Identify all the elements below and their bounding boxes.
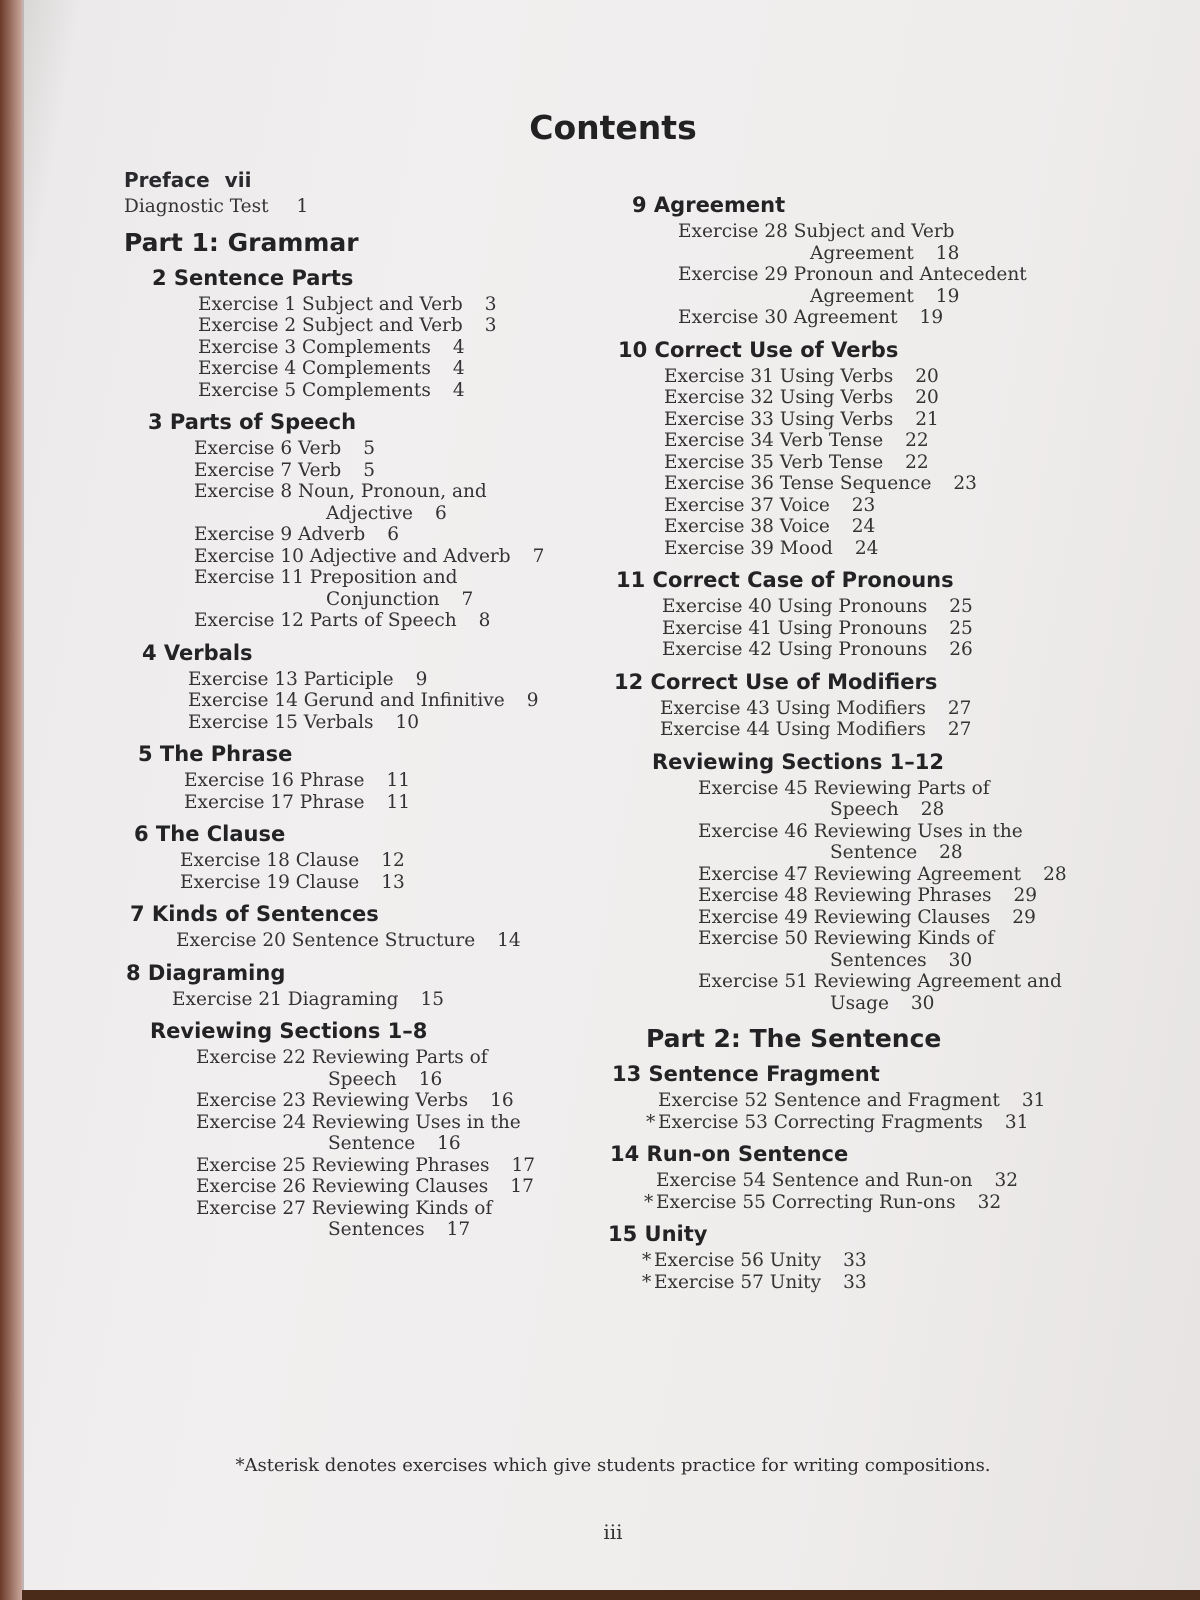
exercise-entry: [632, 264, 1164, 307]
exercise-title: Exercise 3 Complements: [198, 336, 431, 358]
exercise-title: Exercise 43 Using Modifiers: [660, 697, 926, 719]
exercise-title-continued: [196, 1219, 594, 1241]
exercise-title: Exercise 55 Correcting Run-ons: [656, 1191, 956, 1213]
exercise-entry: [618, 409, 1164, 431]
exercise-entry: [616, 618, 1164, 640]
exercise-title: Exercise 14 Gerund and Infinitive: [188, 690, 505, 711]
exercise-entry: [618, 538, 1164, 560]
exercise-page: 16: [437, 1133, 461, 1154]
exercise-title: Exercise 20 Sentence Structure: [176, 930, 476, 951]
part-1-title: Part 1: Grammar: [124, 227, 359, 257]
exercise-title: Exercise 52 Sentence and Fragment: [658, 1090, 1000, 1111]
exercise-page: 17: [446, 1219, 471, 1240]
toc-section: [150, 1019, 594, 1241]
exercise-title: Exercise 54 Sentence and Run-on: [656, 1170, 973, 1191]
exercise-list: [614, 698, 1164, 741]
exercise-entry: [614, 719, 1164, 741]
exercise-page: 16: [490, 1090, 514, 1111]
exercise-entry: [152, 294, 594, 316]
asterisk-mark: *: [642, 1250, 652, 1271]
exercise-title: Exercise 39 Mood: [664, 537, 833, 559]
section-title: 13 Sentence Fragment: [612, 1062, 880, 1086]
exercise-title: Exercise 8 Noun, Pronoun, and: [194, 481, 487, 502]
exercise-entry: [134, 872, 594, 894]
exercise-entry: [616, 596, 1164, 618]
exercise-title-continued: [194, 503, 594, 525]
exercise-entry: [652, 864, 1164, 886]
exercise-title: Exercise 38 Voice: [664, 516, 830, 537]
exercise-page: 23: [851, 494, 876, 516]
exercise-list: [142, 669, 594, 734]
exercise-title: Exercise 10 Adjective and Adverb: [194, 545, 511, 567]
exercise-page: 4: [452, 336, 465, 358]
exercise-title-continued: [196, 1133, 594, 1155]
exercise-title: Exercise 50 Reviewing Kinds of: [698, 928, 995, 949]
diagnostic-entry: [124, 196, 594, 218]
exercise-entry: [614, 698, 1164, 720]
exercise-page: 31: [1021, 1090, 1046, 1111]
exercise-title: Exercise 30 Agreement: [678, 307, 898, 328]
exercise-title: Exercise 28 Subject and Verb: [678, 221, 955, 242]
exercise-title-continued: [678, 286, 1164, 308]
exercise-entry: [142, 690, 594, 712]
exercise-page: 17: [511, 1154, 536, 1176]
exercise-entry: [616, 639, 1164, 661]
toc-section: [152, 266, 594, 402]
section-title: 3 Parts of Speech: [148, 410, 357, 434]
exercise-page: 18: [935, 242, 960, 264]
exercise-page: 24: [851, 516, 876, 537]
exercise-list: [138, 770, 594, 813]
exercise-title: Exercise 25 Reviewing Phrases: [196, 1154, 490, 1176]
toc-section: [632, 193, 1164, 329]
exercise-entry: [652, 778, 1164, 821]
exercise-entry: [608, 1272, 1164, 1294]
exercise-entry: [150, 1155, 594, 1177]
exercise-title: Exercise 37 Voice: [664, 494, 830, 516]
exercise-title: Exercise 19 Clause: [180, 871, 360, 893]
exercise-entry: [652, 971, 1164, 1014]
exercise-title: Exercise 2 Subject and Verb: [198, 315, 463, 336]
exercise-title-line2: Sentences: [328, 1219, 425, 1240]
exercise-page: 19: [919, 307, 944, 328]
exercise-title: Exercise 13 Participle: [188, 668, 394, 690]
exercise-entry: [152, 337, 594, 359]
toc-section: [142, 641, 594, 734]
exercise-entry: [610, 1170, 1164, 1192]
exercise-entry: [152, 358, 594, 380]
exercise-page: 31: [1004, 1111, 1029, 1133]
exercise-entry: [608, 1250, 1164, 1272]
exercise-title-continued: [698, 842, 1164, 864]
exercise-title: Exercise 56 Unity: [654, 1250, 822, 1271]
diagnostic-page: 1: [296, 196, 309, 217]
exercise-page: 28: [939, 842, 963, 863]
toc-section: [148, 410, 594, 632]
exercise-entry: [618, 387, 1164, 409]
exercise-page: 28: [1043, 863, 1067, 885]
exercise-list: [134, 850, 594, 893]
exercise-title: Exercise 5 Complements: [198, 379, 431, 401]
exercise-page: 22: [905, 451, 929, 473]
exercise-entry: [632, 221, 1164, 264]
exercise-title-line2: Conjunction: [326, 588, 440, 610]
section-title: 10 Correct Use of Verbs: [618, 337, 899, 362]
exercise-page: 12: [381, 850, 405, 871]
exercise-title: Exercise 12 Parts of Speech: [194, 610, 457, 631]
exercise-entry: [134, 850, 594, 872]
exercise-entry: [618, 430, 1164, 452]
exercise-page: 33: [843, 1250, 867, 1271]
exercise-title: Exercise 22 Reviewing Parts of: [196, 1047, 488, 1068]
exercise-page: 30: [948, 949, 973, 971]
exercise-title: Exercise 42 Using Pronouns: [662, 639, 928, 660]
section-title: 11 Correct Case of Pronouns: [616, 568, 954, 592]
exercise-title: Exercise 29 Pronoun and Antecedent: [678, 264, 1027, 285]
exercise-page: 13: [381, 871, 405, 893]
exercise-title: Exercise 1 Subject and Verb: [198, 293, 463, 315]
exercise-list: [610, 1170, 1164, 1213]
exercise-list: [616, 596, 1164, 661]
exercise-page: 23: [953, 473, 977, 494]
exercise-title: Exercise 31 Using Verbs: [664, 365, 894, 387]
exercise-title: Exercise 23 Reviewing Verbs: [196, 1090, 469, 1111]
exercise-entry: [150, 1176, 594, 1198]
section-title: 15 Unity: [608, 1222, 708, 1246]
right-sections: [604, 193, 1164, 1293]
exercise-entry: [142, 669, 594, 691]
exercise-list: [612, 1090, 1164, 1133]
exercise-title: Exercise 9 Adverb: [194, 524, 366, 545]
exercise-page: 25: [949, 596, 973, 617]
exercise-entry: [652, 928, 1164, 971]
exercise-page: 30: [910, 992, 935, 1014]
toc-section: [652, 750, 1164, 1015]
exercise-page: 25: [949, 617, 973, 639]
exercise-list: [148, 438, 594, 632]
section-title: 9 Agreement: [632, 193, 786, 217]
exercise-entry: [610, 1192, 1164, 1214]
toc-section: [134, 822, 594, 893]
section-title: 5 The Phrase: [138, 742, 293, 766]
page-edge-shadow: [0, 0, 22, 1600]
exercise-title: Exercise 34 Verb Tense: [664, 430, 884, 451]
exercise-page: 19: [935, 285, 960, 307]
exercise-entry: [152, 380, 594, 402]
exercise-title: Exercise 17 Phrase: [184, 791, 365, 813]
exercise-page: 28: [920, 799, 945, 820]
exercise-entry: [612, 1112, 1164, 1134]
exercise-entry: [150, 1112, 594, 1155]
asterisk-mark: *: [644, 1191, 654, 1213]
exercise-list: [632, 221, 1164, 329]
toc-section: [126, 961, 594, 1011]
exercise-entry: [618, 516, 1164, 538]
exercise-page: 26: [949, 639, 973, 660]
exercise-page: 22: [905, 430, 929, 451]
exercise-page: 8: [478, 610, 491, 631]
exercise-title: Exercise 7 Verb: [194, 459, 342, 481]
page-title: Contents: [529, 108, 697, 147]
asterisk-mark: *: [646, 1111, 656, 1133]
exercise-page: 9: [526, 690, 539, 711]
section-title: 2 Sentence Parts: [152, 265, 354, 290]
exercise-page: 3: [484, 293, 497, 315]
exercise-title-continued: [698, 799, 1164, 821]
contents-left-column: [124, 168, 594, 1247]
exercise-title: Exercise 46 Reviewing Uses in the: [698, 820, 1023, 842]
exercise-list: [652, 778, 1164, 1015]
exercise-page: 11: [386, 791, 410, 813]
left-sections: [124, 266, 594, 1241]
exercise-title: Exercise 27 Reviewing Kinds of: [196, 1197, 493, 1219]
exercise-title: Exercise 48 Reviewing Phrases: [698, 885, 992, 906]
exercise-title-continued: [698, 993, 1164, 1015]
exercise-entry: [138, 792, 594, 814]
exercise-title: Exercise 32 Using Verbs: [664, 387, 894, 408]
exercise-page: 27: [947, 719, 972, 740]
exercise-title: Exercise 45 Reviewing Parts of: [698, 777, 990, 799]
toc-section: [616, 568, 1164, 661]
exercise-title: Exercise 16 Phrase: [184, 770, 365, 791]
exercise-entry: [618, 452, 1164, 474]
exercise-title: Exercise 11 Preposition and: [194, 567, 458, 588]
exercise-page: 15: [420, 988, 445, 1010]
exercise-page: 7: [461, 588, 474, 610]
toc-section: [610, 1142, 1164, 1213]
toc-section: [138, 742, 594, 813]
exercise-title: Exercise 57 Unity: [654, 1271, 822, 1293]
exercise-entry: [148, 546, 594, 568]
exercise-list: [152, 294, 594, 402]
section-title: 4 Verbals: [142, 640, 253, 665]
exercise-page: 20: [915, 387, 939, 408]
exercise-title: Exercise 26 Reviewing Clauses: [196, 1176, 489, 1197]
exercise-entry: [148, 610, 594, 632]
exercise-title: Exercise 6 Verb: [194, 438, 342, 459]
exercise-entry: [652, 821, 1164, 864]
toc-section: [130, 902, 594, 952]
asterisk-footnote: *Asterisk denotes exercises which give students practice for writing compositions.: [235, 1455, 991, 1476]
exercise-entry: [618, 473, 1164, 495]
toc-section: [618, 338, 1164, 560]
exercise-title: Exercise 18 Clause: [180, 850, 360, 871]
exercise-list: [130, 930, 594, 952]
exercise-entry: [130, 930, 594, 952]
exercise-page: 27: [947, 697, 972, 719]
exercise-title-line2: Speech: [830, 799, 899, 820]
exercise-title-continued: [194, 589, 594, 611]
exercise-entry: [618, 495, 1164, 517]
exercise-page: 32: [977, 1191, 1002, 1213]
exercise-list: [150, 1047, 594, 1241]
section-title: 12 Correct Use of Modifiers: [614, 669, 938, 694]
exercise-entry: [652, 885, 1164, 907]
exercise-title-line2: Adjective: [326, 502, 413, 524]
exercise-page: 6: [387, 524, 400, 545]
exercise-title-continued: [698, 950, 1164, 972]
exercise-page: 4: [452, 379, 465, 401]
exercise-page: 4: [452, 358, 465, 379]
exercise-page: 6: [435, 502, 447, 524]
exercise-list: [608, 1250, 1164, 1293]
page-number: iii: [603, 1520, 623, 1544]
exercise-list: [618, 366, 1164, 560]
exercise-title: Exercise 51 Reviewing Agreement and: [698, 971, 1062, 992]
exercise-page: 29: [1013, 885, 1038, 906]
exercise-entry: [148, 567, 594, 610]
exercise-entry: [632, 307, 1164, 329]
exercise-title-line2: Speech: [328, 1068, 397, 1090]
exercise-title: Exercise 47 Reviewing Agreement: [698, 863, 1022, 885]
exercise-title-line2: Usage: [830, 992, 889, 1014]
exercise-title: Exercise 24 Reviewing Uses in the: [196, 1111, 521, 1133]
exercise-page: 32: [994, 1170, 1019, 1191]
section-title: 8 Diagraming: [126, 960, 286, 985]
exercise-title-continued: [196, 1069, 594, 1091]
preface-label: Preface: [124, 168, 210, 192]
part-title: Part 2: The Sentence: [646, 1024, 942, 1053]
exercise-entry: [652, 907, 1164, 929]
exercise-title-line2: Sentence: [830, 842, 918, 863]
section-title: 14 Run-on Sentence: [610, 1142, 849, 1166]
section-title: 6 The Clause: [134, 822, 286, 846]
exercise-title: Exercise 36 Tense Sequence: [664, 473, 932, 494]
exercise-title: Exercise 53 Correcting Fragments: [658, 1111, 983, 1133]
exercise-title: Exercise 40 Using Pronouns: [662, 596, 928, 617]
asterisk-mark: *: [642, 1271, 652, 1293]
exercise-entry: [148, 524, 594, 546]
preface-entry: [124, 168, 594, 192]
exercise-page: 7: [532, 545, 545, 567]
exercise-entry: [126, 989, 594, 1011]
exercise-title-continued: [678, 243, 1164, 265]
exercise-title-line2: Sentences: [830, 949, 927, 971]
exercise-title: Exercise 4 Complements: [198, 358, 431, 379]
section-title: Reviewing Sections 1–8: [150, 1019, 428, 1043]
exercise-entry: [150, 1090, 594, 1112]
toc-section: [612, 1062, 1164, 1133]
exercise-page: 33: [843, 1271, 867, 1293]
exercise-title: Exercise 35 Verb Tense: [664, 451, 884, 473]
diagnostic-label: Diagnostic Test: [124, 196, 269, 217]
exercise-page: 17: [510, 1176, 534, 1197]
exercise-page: 10: [395, 711, 420, 733]
exercise-page: 16: [418, 1068, 443, 1090]
exercise-title: Exercise 33 Using Verbs: [664, 408, 894, 430]
exercise-page: 29: [1012, 906, 1036, 928]
toc-section: [614, 670, 1164, 741]
exercise-page: 5: [363, 459, 376, 481]
book-page: [22, 0, 1200, 1590]
exercise-page: 5: [363, 438, 376, 459]
exercise-entry: [150, 1047, 594, 1090]
exercise-entry: [138, 770, 594, 792]
section-title: Reviewing Sections 1–12: [652, 749, 945, 774]
exercise-entry: [148, 438, 594, 460]
exercise-entry: [142, 712, 594, 734]
exercise-page: 11: [386, 770, 410, 791]
exercise-list: [126, 989, 594, 1011]
exercise-page: 20: [915, 365, 939, 387]
exercise-entry: [150, 1198, 594, 1241]
exercise-title: Exercise 49 Reviewing Clauses: [698, 906, 991, 928]
exercise-page: 21: [915, 408, 939, 430]
exercise-title: Exercise 21 Diagraming: [172, 988, 399, 1010]
exercise-entry: [148, 460, 594, 482]
contents-right-column: [604, 184, 1164, 1299]
exercise-title-line2: Agreement: [810, 285, 914, 307]
exercise-entry: [148, 481, 594, 524]
exercise-page: 14: [497, 930, 521, 951]
exercise-title: Exercise 41 Using Pronouns: [662, 617, 928, 639]
exercise-title-line2: Agreement: [810, 242, 914, 264]
preface-page: vii: [224, 168, 252, 192]
exercise-page: 9: [415, 668, 428, 690]
exercise-title: Exercise 15 Verbals: [188, 711, 374, 733]
section-title: 7 Kinds of Sentences: [130, 902, 379, 926]
exercise-entry: [152, 315, 594, 337]
exercise-title: Exercise 44 Using Modifiers: [660, 719, 926, 740]
exercise-entry: [612, 1090, 1164, 1112]
exercise-page: 24: [854, 537, 879, 559]
toc-section: [608, 1222, 1164, 1293]
exercise-page: 3: [484, 315, 497, 336]
exercise-entry: [618, 366, 1164, 388]
exercise-title-line2: Sentence: [328, 1133, 416, 1154]
